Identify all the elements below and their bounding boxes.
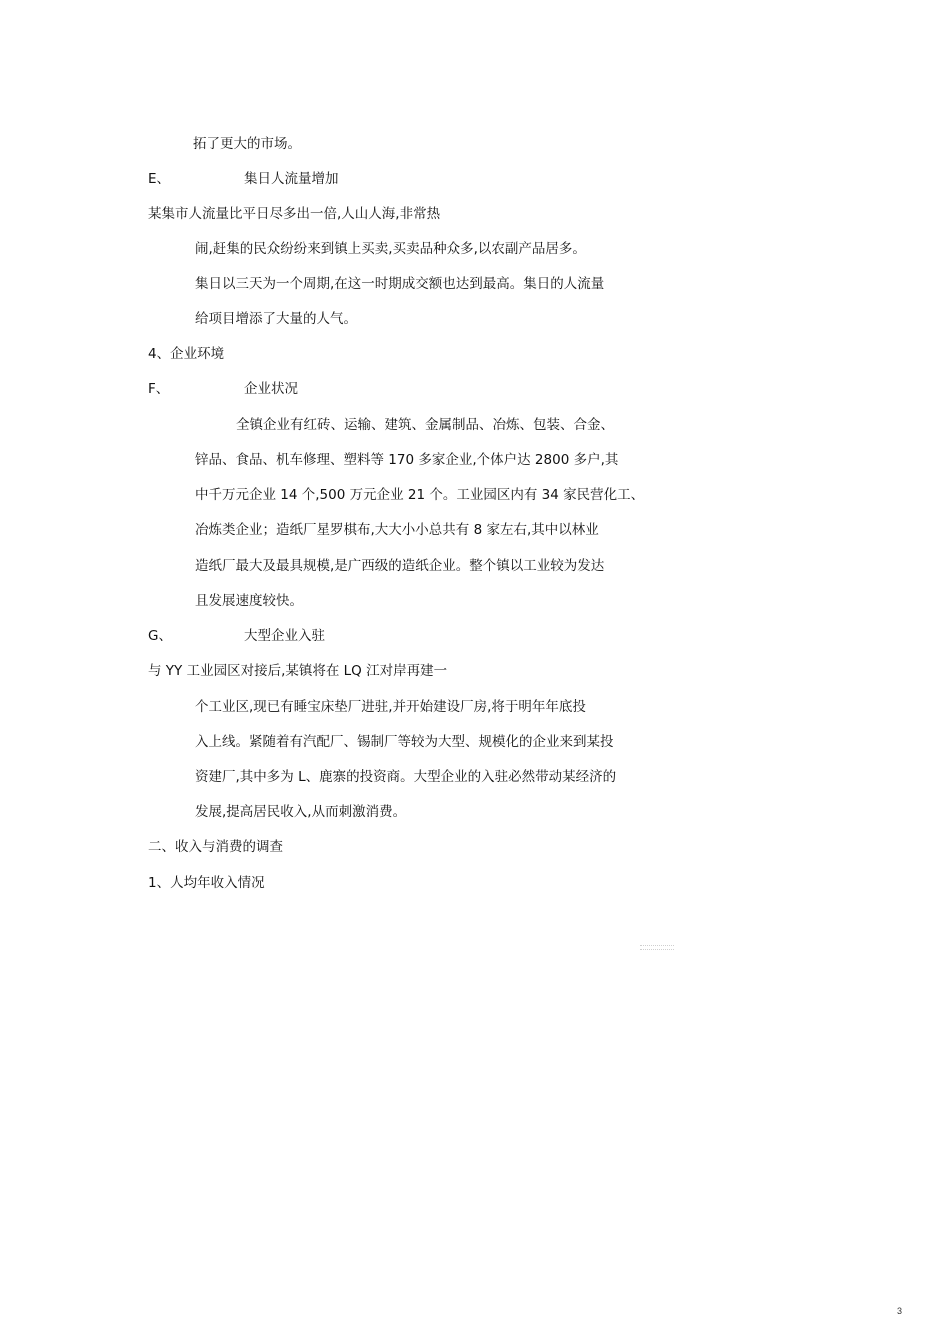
item-label: G、	[148, 628, 172, 644]
section-heading: 4、企业环境	[148, 346, 225, 362]
item-label: E、	[148, 171, 171, 187]
paragraph-line: 给项目增添了大量的人气。	[195, 311, 357, 327]
paragraph-line: 发展,提高居民收入,从而刺激消费。	[195, 804, 407, 820]
item-f-heading	[148, 380, 298, 398]
paragraph-line: 某集市人流量比平日尽多出一倍,人山人海,非常热	[148, 206, 441, 222]
paragraph-line: 且发展速度较快。	[195, 593, 303, 609]
paragraph-line: 拓了更大的市场。	[193, 136, 301, 152]
paragraph-line: 资建厂,其中多为 L、鹿寨的投资商。大型企业的入驻必然带动某经济的	[195, 769, 617, 785]
paragraph-line: 与 YY 工业园区对接后,某镇将在 LQ 江对岸再建一	[148, 663, 448, 679]
item-g-heading	[148, 627, 325, 645]
paragraph-line: 全镇企业有红砖、运输、建筑、金属制品、冶炼、包装、合金、	[236, 417, 614, 433]
paragraph-line: 闹,赶集的民众纷纷来到镇上买卖,买卖品种众多,以农副产品居多。	[195, 241, 586, 257]
item-label: F、	[148, 381, 170, 397]
paragraph-line: 锌品、食品、机车修理、塑料等 170 多家企业,个体户达 2800 多户,其	[195, 452, 619, 468]
item-title: 集日人流量增加	[244, 171, 339, 187]
paragraph-line: 冶炼类企业；造纸厂星罗棋布,大大小小总共有 8 家左右,其中以林业	[195, 522, 599, 538]
item-title: 企业状况	[244, 381, 298, 397]
subsection-heading: 1、人均年收入情况	[148, 875, 265, 891]
page-number: 3	[896, 1306, 902, 1316]
section-heading: 二、收入与消费的调查	[148, 839, 283, 855]
item-title: 大型企业入驻	[244, 628, 325, 644]
paragraph-line: 个工业区,现已有睡宝床垫厂进驻,并开始建设厂房,将于明年年底投	[195, 699, 586, 715]
placeholder-dots	[640, 945, 674, 950]
item-e-heading	[148, 170, 339, 188]
paragraph-line: 集日以三天为一个周期,在这一时期成交额也达到最高。集日的人流量	[195, 276, 605, 292]
paragraph-line: 入上线。紧随着有汽配厂、锡制厂等较为大型、规模化的企业来到某投	[195, 734, 614, 750]
paragraph-line: 造纸厂最大及最具规模,是广西级的造纸企业。整个镇以工业较为发达	[195, 558, 605, 574]
paragraph-line: 中千万元企业 14 个,500 万元企业 21 个。工业园区内有 34 家民营化工、	[195, 487, 645, 503]
